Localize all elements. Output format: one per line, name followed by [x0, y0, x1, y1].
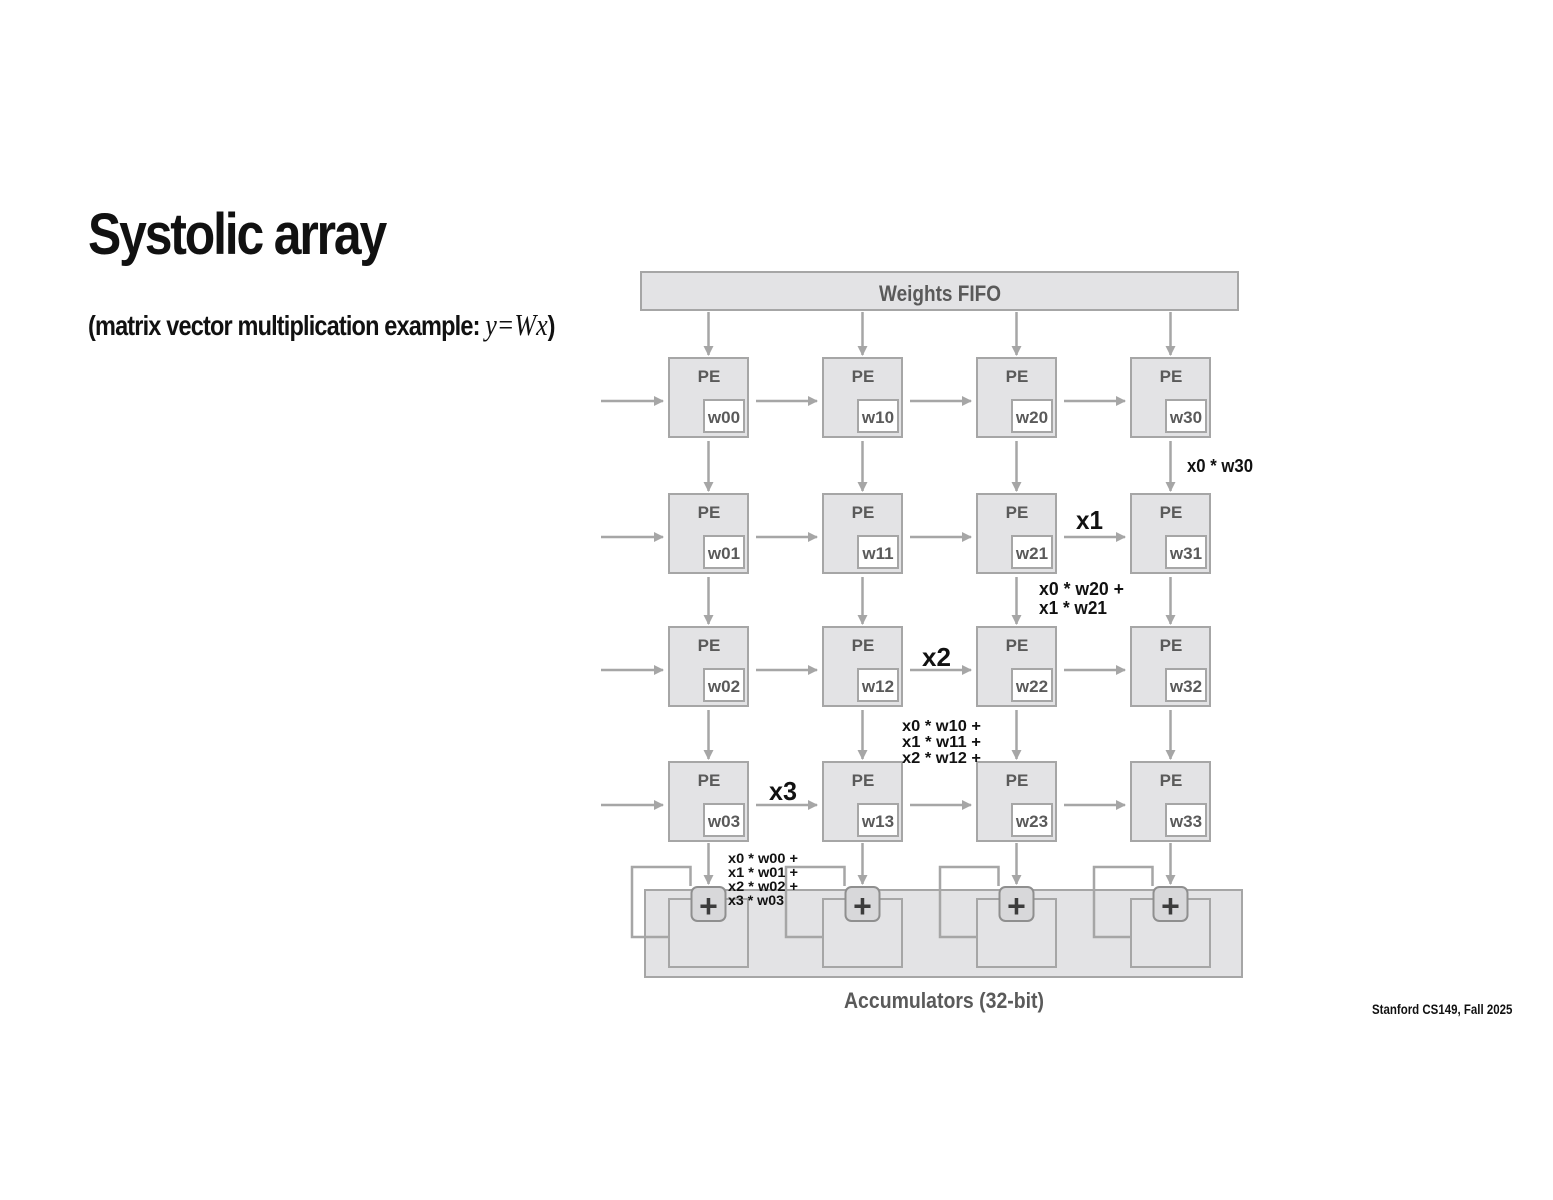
weight-label-r2-c0: w02: [707, 677, 741, 696]
pe-label: PE: [697, 771, 721, 790]
plus-icon: +: [1161, 888, 1180, 924]
weight-label-r1-c0: w01: [707, 544, 741, 563]
partial-sum-col0-line4: x3 * w03: [728, 892, 785, 908]
pe-label: PE: [851, 503, 875, 522]
weight-label-r0-c2: w20: [1015, 408, 1049, 427]
pe-label: PE: [851, 636, 875, 655]
pe-label: PE: [1159, 771, 1183, 790]
partial-sum-col1-line3: x2 * w12 +: [902, 750, 981, 767]
plus-icon: +: [853, 888, 872, 924]
weight-label-r3-c2: w23: [1015, 812, 1049, 831]
pe-label: PE: [1005, 636, 1029, 655]
plus-icon: +: [1007, 888, 1026, 924]
pe-label: PE: [697, 503, 721, 522]
weight-label-r3-c3: w33: [1169, 812, 1203, 831]
partial-sum-col0-line2: x1 * w01 +: [728, 864, 798, 880]
subtitle-equation: y=Wx: [485, 307, 548, 342]
weight-label-r0-c1: w10: [861, 408, 895, 427]
accumulators-label: Accumulators (32-bit): [844, 988, 1044, 1013]
weight-label-r2-c2: w22: [1015, 677, 1049, 696]
pe-label: PE: [1159, 503, 1183, 522]
slide-title: Systolic array: [88, 202, 386, 267]
weight-label-r2-c3: w32: [1169, 677, 1203, 696]
weight-label-r0-c0: w00: [707, 408, 741, 427]
weight-label-r3-c0: w03: [707, 812, 741, 831]
weight-label-r0-c3: w30: [1169, 408, 1203, 427]
input-label-x2: x2: [922, 642, 951, 672]
input-label-x3: x3: [769, 776, 797, 806]
partial-sum-col2-line1: x0 * w20 +: [1039, 579, 1124, 599]
pe-label: PE: [851, 771, 875, 790]
partial-sum-col1-line2: x1 * w11 +: [902, 734, 981, 751]
pe-label: PE: [851, 367, 875, 386]
plus-icon: +: [699, 888, 718, 924]
pe-label: PE: [1159, 367, 1183, 386]
weight-label-r2-c1: w12: [861, 677, 895, 696]
pe-label: PE: [1005, 771, 1029, 790]
partial-sum-col0-line3: x2 * w02 +: [728, 878, 798, 894]
weight-label-r3-c1: w13: [861, 812, 895, 831]
partial-sum-col1-line1: x0 * w10 +: [902, 718, 981, 735]
pe-label: PE: [697, 636, 721, 655]
weights-fifo-label: Weights FIFO: [879, 281, 1001, 306]
partial-sum-col0-line1: x0 * w00 +: [728, 850, 798, 866]
pe-label: PE: [1005, 503, 1029, 522]
input-label-x1: x1: [1076, 505, 1103, 535]
partial-sum-col3-line1: x0 * w30: [1187, 456, 1253, 476]
footer-course-label: Stanford CS149, Fall 2025: [1372, 1001, 1513, 1017]
weight-label-r1-c3: w31: [1169, 544, 1203, 563]
pe-label: PE: [697, 367, 721, 386]
subtitle-text: (matrix vector multiplication example:: [88, 310, 486, 341]
weight-label-r1-c1: w11: [862, 544, 894, 563]
pe-label: PE: [1005, 367, 1029, 386]
pe-label: PE: [1159, 636, 1183, 655]
subtitle-close: ): [547, 310, 555, 341]
partial-sum-col2-line2: x1 * w21: [1039, 598, 1107, 618]
weight-label-r1-c2: w21: [1015, 544, 1049, 563]
